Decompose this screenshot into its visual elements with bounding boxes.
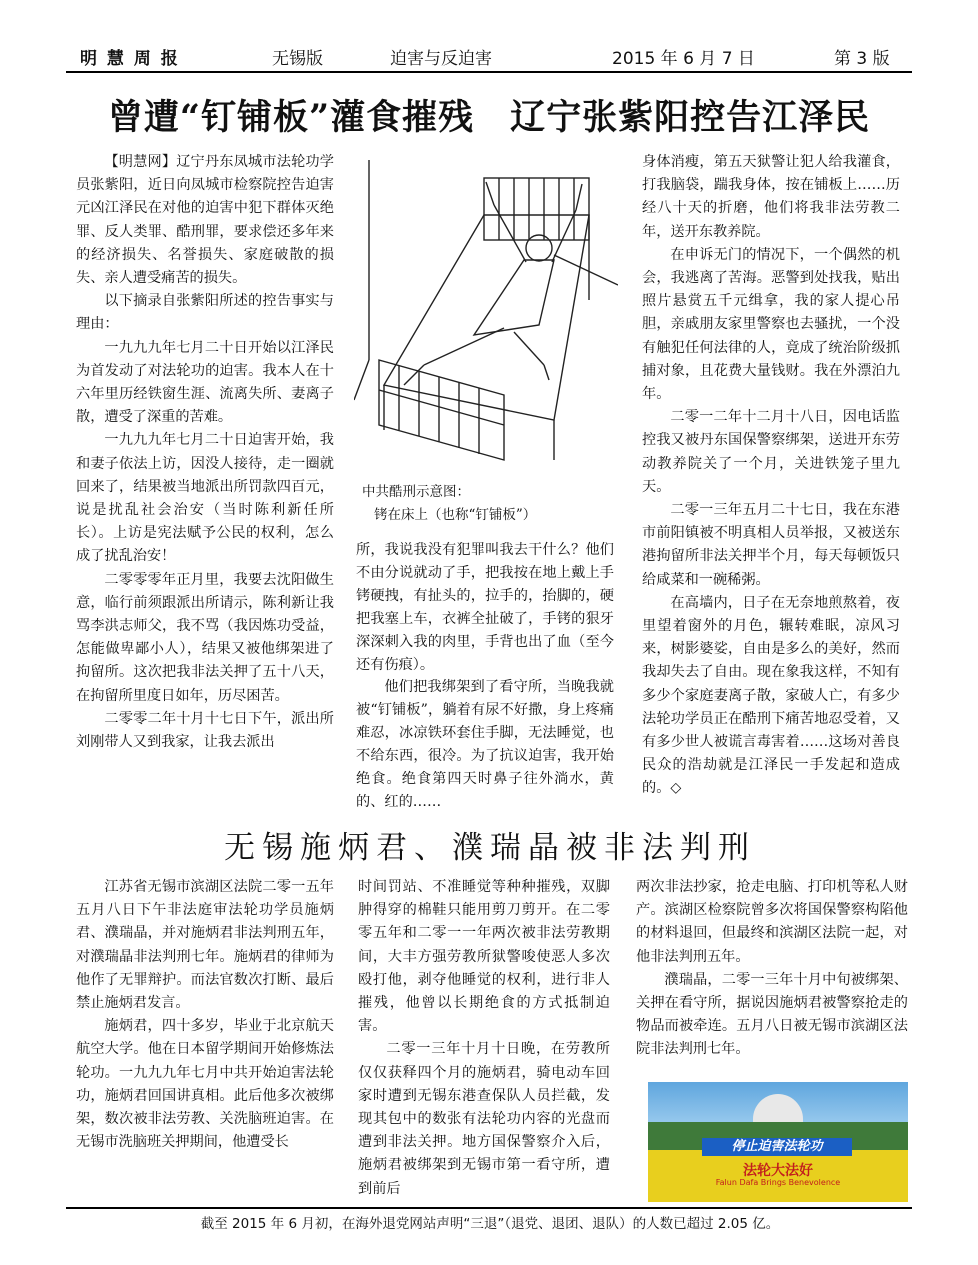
- section-label: 迫害与反迫害: [390, 49, 492, 69]
- article2-title: 无锡施炳君、濮瑞晶被非法判刑: [224, 830, 756, 866]
- torture-bed-illustration: [354, 160, 618, 478]
- footer-notice: 截至 2015 年 6 月初，在海外退党网站声明“三退”（退党、退团、退队）的人数已超过 2.05 亿。: [200, 1216, 780, 1232]
- photo-board-text: 法轮大法好: [743, 1163, 813, 1179]
- paragraph: 二零零零年正月里，我要去沈阳做生意，临行前须跟派出所请示，陈利新让我骂李洪志师父，我不骂（我因炼功受益，怎能做卑鄙小人），结果又被他绑架进了拘留所。这次把我非法关押了五十八天，在拘留所里度日如年，历尽困苦。: [76, 571, 334, 704]
- article2-column-2: [358, 876, 610, 1201]
- paragraph: 在高墙内，日子在无奈地煎熬着，夜里望着窗外的月色，辗转难眠，凉风习来，树影婆娑，自由是多么的美好，然而我却失去了自由。现在象我这样，不知有多少个家庭妻离子散，家破人亡，有多少法轮功学员正在酷刑下痛苦地忍受着，又有多少世人被谎言毒害着……这场对善良民众的浩劫就是江泽民一手发起和造成的。◇: [642, 594, 900, 797]
- photo-board-subtext: Falun Dafa Brings Benevolence: [715, 1178, 841, 1187]
- article2-column-3: [636, 876, 908, 1062]
- caption-line-1: 中共酷刑示意图：: [362, 484, 470, 500]
- masthead: [80, 44, 900, 68]
- caption-line-2: 铐在床上（也称“钉铺板”）: [374, 507, 537, 523]
- paragraph: 两次非法抄家，抢走电脑、打印机等私人财产。滨湖区检察院曾多次将国保警察构陷他的材料退回，但最终和滨湖区法院一起，对他非法判刑五年。: [636, 879, 908, 965]
- edition-label: 无锡版: [272, 49, 323, 69]
- paragraph: 以下摘录自张紫阳所述的控告事实与理由：: [76, 293, 334, 333]
- footer-rule: [66, 1207, 912, 1209]
- paragraph: 二零一三年十月十日晚，在劳教所仅仅获释四个月的施炳君，骑电动车回家时遭到无锡东港查保队人员拦截，发现其包中的数张有法轮功内容的光盘而遭到非法关押。地方国保警察介入后，施炳君被绑架到无锡市第一看守所，遭到前后: [358, 1041, 610, 1197]
- paragraph: 二零一三年五月二十七日，我在东港市前阳镇被不明真相人员举报，又被送东港拘留所非法关押半个月，每天每顿饭只给咸菜和一碗稀粥。: [642, 502, 900, 588]
- paragraph: 时间罚站、不准睡觉等种种摧残，双脚肿得穿的棉鞋只能用剪刀剪开。在二零零五年和二零一一年两次被非法劳教期间，大丰方强劳教所狱警唆使恶人多次殴打他，剥夺他睡觉的权利，进行非人摧残，他曾以长期绝食的方式抵制迫害。: [358, 879, 610, 1035]
- paragraph: 一九九九年七月二十日迫害开始，我和妻子依法上访，因没人接待，走一圈就回来了，结果被当地派出所罚款四百元，说是扰乱社会治安（当时陈利新任所长）。上访是宪法赋予公民的权利，怎么成了扰乱治安！: [76, 432, 334, 565]
- paragraph: 【明慧网】辽宁丹东凤城市法轮功学员张紫阳，近日向凤城市检察院控告迫害元凶江泽民在对他的迫害中犯下群体灭绝罪、反人类罪、酷刑罪，要求偿还多年来的经济损失、名誉损失、家庭破散的损失、亲人遭受痛苦的损失。: [76, 154, 334, 287]
- paragraph: 施炳君，四十多岁，毕业于北京航天航空大学。他在日本留学期间开始修炼法轮功。一九九九年七月中共开始迫害法轮功，施炳君回国讲真相。此后他多次被绑架，数次被非法劳教、关洗脑班迫害。在无锡市洗脑班关押期间，他遭受长: [76, 1018, 334, 1151]
- page-number: 第 3 版: [834, 49, 890, 69]
- paragraph: 濮瑞晶，二零一三年十月中旬被绑架、关押在看守所，据说因施炳君被警察抢走的物品而被牵连。五月八日被无锡市滨湖区法院非法判刑七年。: [636, 971, 908, 1058]
- article1-column-2: [356, 539, 614, 814]
- paragraph: 一九九九年七月二十日开始以江泽民为首发动了对法轮功的迫害。我本人在十六年里历经铁窗生涯、流离失所、妻离子散，遭受了深重的苦难。: [76, 339, 334, 426]
- issue-date: 2015 年 6 月 7 日: [612, 49, 755, 69]
- article2-column-1: [76, 876, 334, 1154]
- paragraph: 所，我说我没有犯罪叫我去干什么？他们不由分说就动了手，把我按在地上戴上手铐硬拽，有扯头的，拉手的，抬脚的，硬把我塞上车，衣裤全扯破了，手铐的狠牙深深刺入我的肉里，手背也出了血（至今还有伤痕）。: [356, 542, 614, 673]
- article1-column-3: [642, 151, 900, 801]
- paragraph: 身体消瘦，第五天狱警让犯人给我灌食，打我脑袋，踹我身体，按在铺板上……历经八十天的折磨，他们将我非法劳教二年，送开东教养院。: [642, 154, 900, 240]
- article1-column-1: [76, 151, 334, 754]
- paragraph: 二零零二年十月十七日下午，派出所刘刚带人又到我家，让我去派出: [76, 710, 334, 751]
- paragraph: 在申诉无门的情况下，一个偶然的机会，我逃离了苦海。恶警到处找我，贴出照片悬赏五千元缉拿，我的家人提心吊胆，亲戚朋友家里警察也去骚扰，一个没有触犯任何法律的人，竟成了统治阶级抓捕对象，且花费大量钱财。我在外漂泊九年。: [642, 246, 900, 403]
- paragraph: 二零一二年十二月十八日，因电话监控我又被丹东国保警察绑架，送进开东劳动教养院关了一个月，关进铁笼子里九天。: [642, 409, 900, 495]
- paragraph: 江苏省无锡市滨湖区法院二零一五年五月八日下午非法庭审法轮功学员施炳君、濮瑞晶，并对施炳君非法判刑五年，对濮瑞晶非法判刑七年。施炳君的律师为他作了无罪辩护。而法官数次打断、最后禁止施炳君发言。: [76, 879, 334, 1012]
- paragraph: 他们把我绑架到了看守所，当晚我就被“钉铺板”，躺着有尿不好撒，身上疼痛难忍，冰凉铁环套住手脚，无法睡觉，也不给东西，很冷。为了抗议迫害，我开始绝食。绝食第四天时鼻子往外淌水，黄的、红的……: [356, 679, 614, 810]
- bed-drawing-svg: [354, 160, 618, 478]
- photo-banner: 停止迫害法轮功: [702, 1138, 852, 1156]
- header-rule: [66, 71, 912, 73]
- rally-photo: [648, 1082, 908, 1202]
- paper-name: 明 慧 周 报: [80, 49, 180, 69]
- illustration-caption: [362, 481, 612, 527]
- article1-title: 曾遭“钉铺板”灌食摧残 辽宁张紫阳控告江泽民: [107, 97, 871, 138]
